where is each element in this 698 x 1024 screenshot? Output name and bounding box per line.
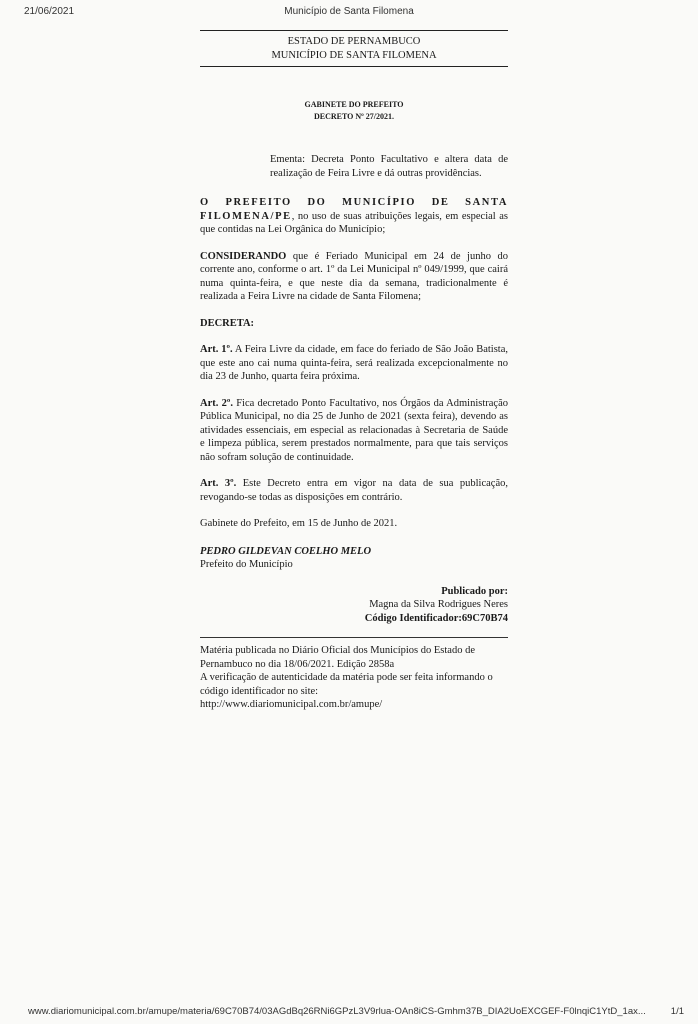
signatory-name: PEDRO GILDEVAN COELHO MELO	[200, 545, 372, 557]
identifier-value: 69C70B74	[461, 612, 508, 624]
ementa: Ementa: Decreta Ponto Facultativo e altera data de realização de Feira Livre e dá outras providências.	[270, 154, 508, 179]
place-date: Gabinete do Prefeito, em 15 de Junho de 2021.	[200, 518, 398, 529]
print-header	[0, 0, 698, 24]
article-text: Este Decreto entra em vigor na data de sua publicação, revogando-se todas as disposições em contrário.	[200, 478, 508, 503]
article-1	[200, 343, 508, 384]
publication-note-line: Matéria publicada no Diário Oficial dos Municípios do Estado de Pernambuco no dia 18/06/2021. Edição 2858a	[200, 645, 475, 670]
publisher-name: Magna da Silva Rodrigues Neres	[369, 599, 508, 610]
article-label: Art. 1º.	[200, 344, 233, 355]
office-heading	[200, 99, 508, 123]
decree-document	[200, 30, 508, 712]
preamble	[200, 196, 508, 237]
divider	[200, 637, 508, 638]
publication-note	[200, 644, 508, 712]
signatory-role: Prefeito do Município	[200, 558, 293, 570]
article-text: Fica decretado Ponto Facultativo, nos Órgãos da Administração Pública Municipal, no dia 25 de Junho de 2021 (sexta feira), devendo as atividades essenciais, em especial as relacionadas à Secretaria de Saúde e limpeza pública, serem prestados normalmente, para que tais serviços não sofram solução de continuidade.	[200, 397, 508, 463]
identifier-label: Código Identificador:	[364, 612, 462, 624]
decreta-heading: DECRETA:	[200, 317, 255, 329]
print-footer	[0, 1004, 698, 1020]
preamble-bold: O PREFEITO DO MUNICÍPIO DE SANTA FILOMENA/PE	[200, 197, 508, 222]
print-date: 21/06/2021	[24, 6, 75, 17]
print-url: www.diariomunicipal.com.br/amupe/materia/69C70B74/03AGdBq26RNi6GPzL3V9rlua-OAn8iCS-Gmhm37B_DIA2UoEXCGEF-F0lnqiC1YtD_1ax...	[28, 1006, 646, 1017]
published-by-label: Publicado por:	[441, 585, 508, 597]
verification-url: http://www.diariomunicipal.com.br/amupe/	[200, 699, 383, 710]
municipality-name: MUNICÍPIO DE SANTA FILOMENA	[271, 50, 437, 61]
state-name: ESTADO DE PERNAMBUCO	[287, 36, 421, 47]
publication-info	[200, 585, 508, 626]
article-3	[200, 477, 508, 504]
article-label: Art. 2º.	[200, 397, 233, 409]
article-label: Art. 3º.	[200, 478, 237, 489]
considerando-paragraph	[200, 250, 508, 304]
decree-number: DECRETO Nº 27/2021.	[313, 112, 395, 121]
preamble-text: , no uso de suas atribuições legais, em especial as que contidas na Lei Orgânica do Município;	[200, 210, 508, 235]
print-title: Município de Santa Filomena	[284, 6, 414, 17]
office-name: GABINETE DO PREFEITO	[304, 100, 404, 109]
page-number: 1/1	[670, 1006, 684, 1017]
considerando-label: CONSIDERANDO	[200, 250, 287, 262]
identifier-code	[200, 612, 508, 626]
article-2	[200, 397, 508, 465]
article-text: A Feira Livre da cidade, em face do feriado de São João Batista, que este ano cai numa quinta-feira, será realizada excepcionalmente no dia 23 de Junho, quarta feira próxima.	[200, 344, 508, 382]
state-header	[200, 30, 508, 67]
considerando-text: que é Feriado Municipal em 24 de junho do corrente ano, conforme o art. 1º da Lei Municipal nº 049/1999, que cairá numa quinta-feira, e que neste dia da semana, tradicionalmente é realizada a Feira Livre na cidade de Santa Filomena;	[200, 250, 508, 302]
verification-note: A verificação de autenticidade da matéria pode ser feita informando o código identificador no site:	[200, 672, 493, 697]
